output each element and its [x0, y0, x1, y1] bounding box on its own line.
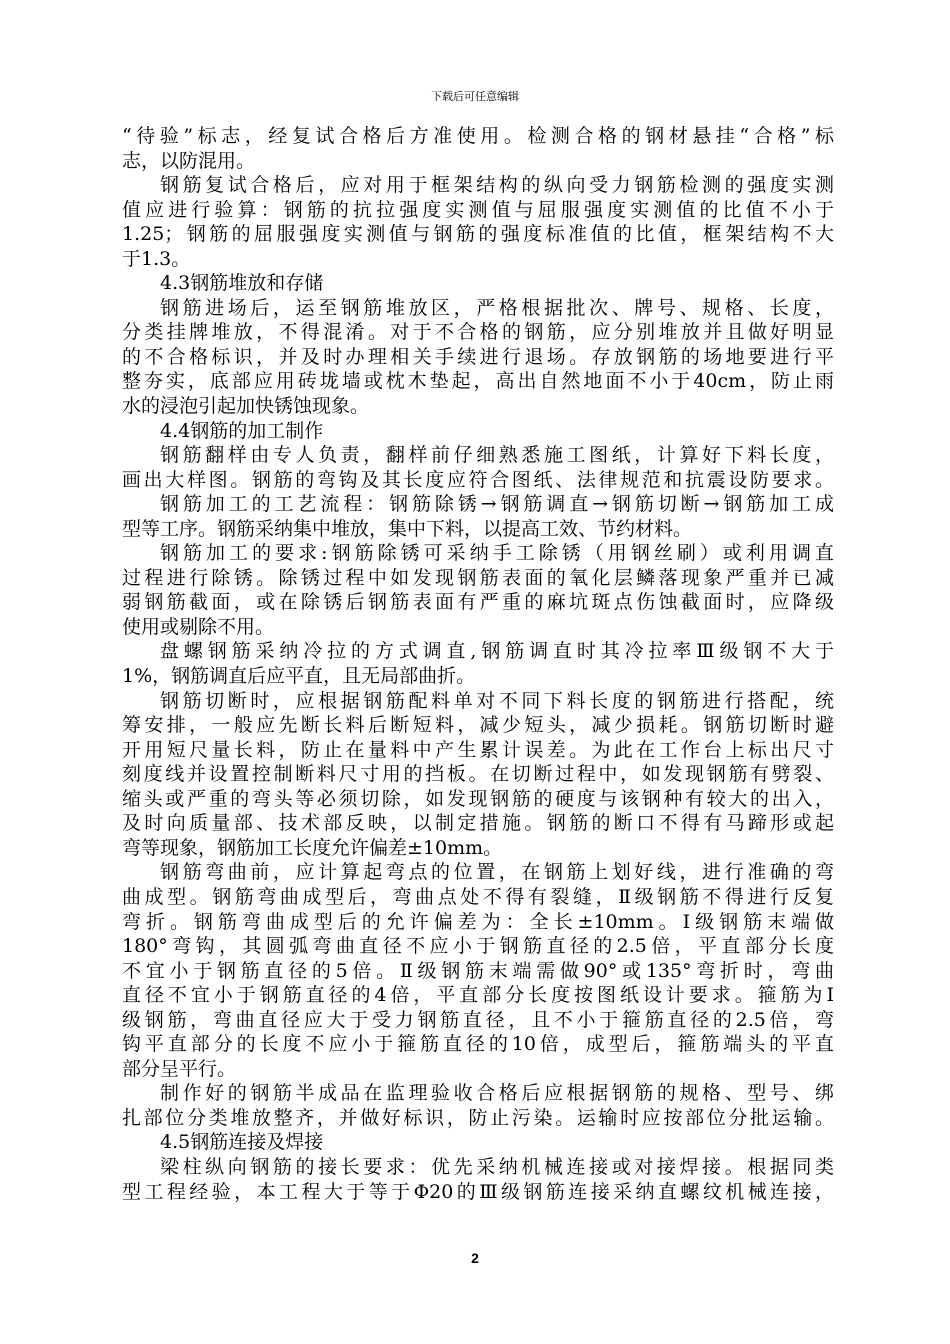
- text-line: 的不合格标识，并及时办理相关手续进行退场。存放钢筋的场地要进行平: [122, 345, 834, 368]
- text-line: 画出大样图。钢筋的弯钩及其长度应符合图纸、法律规范和抗震设防要求。: [122, 468, 834, 491]
- text-line: 梁柱纵向钢筋的接长要求：优先采纳机械连接或对接焊接。根据同类: [160, 1155, 834, 1178]
- text-line: 180°弯钩，其圆弧弯曲直径不应小于钢筋直径的2.5倍，平直部分长度: [122, 935, 834, 958]
- text-line: 4.5钢筋连接及焊接: [160, 1131, 324, 1154]
- text-line: 不宜小于钢筋直径的5倍。Ⅱ级钢筋末端需做90°或135°弯折时，弯曲: [122, 959, 834, 982]
- text-line: 钢筋加工的工艺流程：钢筋除锈→钢筋调直→钢筋切断→钢筋加工成: [160, 493, 834, 516]
- text-line: 曲成型。钢筋弯曲成型后，弯曲点处不得有裂缝，Ⅱ级钢筋不得进行反复: [122, 885, 834, 908]
- text-line: 钢筋进场后，运至钢筋堆放区，严格根据批次、牌号、规格、长度，: [160, 296, 834, 319]
- text-line: “待验”标志，经复试合格后方准使用。检测合格的钢材悬挂“合格”标: [122, 125, 834, 147]
- page-header: 下载后可任意编辑: [431, 90, 519, 103]
- text-line: 使用或剔除不用。: [122, 615, 275, 638]
- text-line: 部分呈平行。: [122, 1057, 237, 1080]
- text-line: 志，以防混用。: [122, 149, 256, 172]
- text-line: 分类挂牌堆放，不得混淆。对于不合格的钢筋，应分别堆放并且做好明显: [122, 321, 834, 344]
- text-line: 4.4钢筋的加工制作: [160, 419, 324, 442]
- text-line: 弯折。钢筋弯曲成型后的允许偏差为：全长±10mm。Ⅰ级钢筋末端做: [122, 910, 834, 933]
- text-line: 1.25；钢筋的屈服强度实测值与钢筋的强度标准值的比值，框架结构不大: [122, 223, 834, 246]
- text-line: 值应进行验算：钢筋的抗拉强度实测值与屈服强度实测值的比值不小于: [122, 198, 834, 221]
- text-line: 扎部位分类堆放整齐，并做好标识，防止污染。运输时应按部位分批运输。: [122, 1106, 834, 1129]
- page-number: 2: [471, 1250, 479, 1266]
- text-line: 于1.3。: [122, 247, 191, 270]
- text-line: 钢筋弯曲前，应计算起弯点的位置，在钢筋上划好线，进行准确的弯: [160, 861, 834, 884]
- text-line: 钢筋加工的要求:钢筋除锈可采纳手工除锈（用钢丝刷）或利用调直: [160, 542, 834, 565]
- text-line: 制作好的钢筋半成品在监理验收合格后应根据钢筋的规格、型号、绑: [160, 1082, 834, 1105]
- text-line: 型等工序。钢筋采纳集中堆放，集中下料，以提高工效、节约材料。: [122, 517, 693, 540]
- text-line: 4.3钢筋堆放和存储: [160, 272, 324, 295]
- text-line: 直径不宜小于钢筋直径的4倍，平直部分长度按图纸设计要求。箍筋为Ⅰ: [122, 984, 834, 1007]
- text-line: 缩头或严重的弯头等必须切除，如发现钢筋的硬度与该钢种有较大的出入，: [122, 787, 834, 810]
- text-line: 钩平直部分的长度不应小于箍筋直径的10倍，成型后，箍筋端头的平直: [122, 1033, 834, 1056]
- text-line: 盘螺钢筋采纳冷拉的方式调直,钢筋调直时其冷拉率Ⅲ级钢不大于: [160, 640, 834, 663]
- text-line: 钢筋翻样由专人负责，翻样前仔细熟悉施工图纸，计算好下料长度，: [160, 444, 834, 467]
- document-body: [122, 124, 834, 1204]
- text-line: 级钢筋，弯曲直径应大于受力钢筋直径，且不小于箍筋直径的2.5倍，弯: [122, 1008, 834, 1031]
- text-line: 水的浸泡引起加快锈蚀现象。: [122, 395, 370, 418]
- text-line: 钢筋复试合格后，应对用于框架结构的纵向受力钢筋检测的强度实测: [160, 174, 834, 197]
- text-line: 型工程经验，本工程大于等于Φ20的Ⅲ级钢筋连接采纳直螺纹机械连接，: [122, 1180, 834, 1203]
- text-line: 1%，钢筋调直后应平直，且无局部曲折。: [122, 665, 476, 688]
- text-line: 筹安排，一般应先断长料后断短料，减少短头，减少损耗。钢筋切断时避: [122, 714, 834, 737]
- text-line: 开用短尺量长料，防止在量料中产生累计误差。为此在工作台上标出尺寸: [122, 738, 834, 761]
- text-line: 钢筋切断时，应根据钢筋配料单对不同下料长度的钢筋进行搭配，统: [160, 689, 834, 712]
- text-line: 弯等现象，钢筋加工长度允许偏差±10mm。: [122, 836, 503, 859]
- text-line: 整夯实，底部应用砖垅墙或枕木垫起，高出自然地面不小于40cm，防止雨: [122, 370, 834, 393]
- text-line: 弱钢筋截面，或在除锈后钢筋表面有严重的麻坑斑点伤蚀截面时，应降级: [122, 591, 834, 614]
- text-line: 及时向质量部、技术部反映，以制定措施。钢筋的断口不得有马蹄形或起: [122, 812, 834, 835]
- text-line: 刻度线并设置控制断料尺寸用的挡板。在切断过程中，如发现钢筋有劈裂、: [122, 763, 834, 786]
- text-line: 过程进行除锈。除锈过程中如发现钢筋表面的氧化层鳞落现象严重并已减: [122, 566, 834, 589]
